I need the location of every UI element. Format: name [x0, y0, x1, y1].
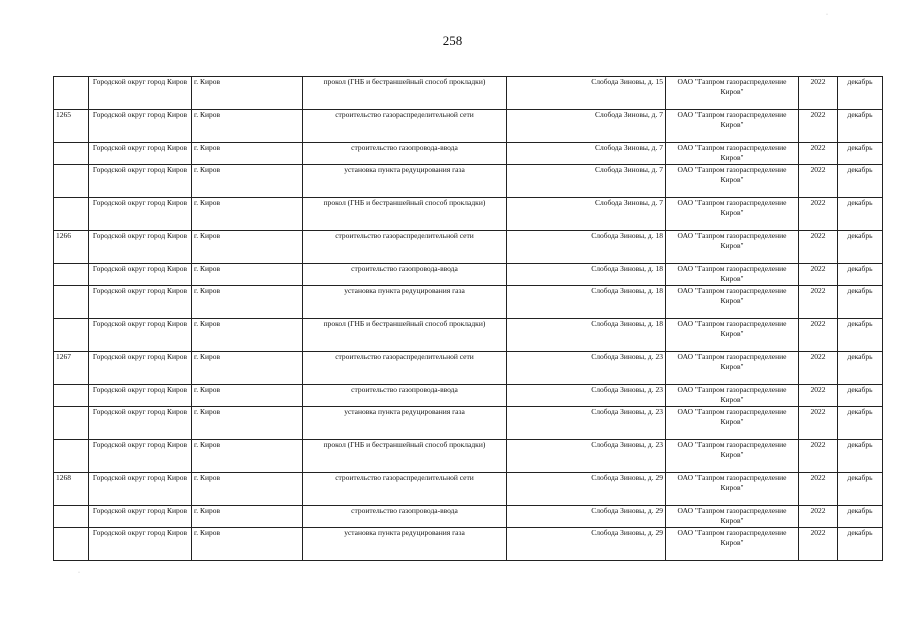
page-number: 258: [442, 33, 463, 48]
row-number: 1268: [54, 473, 89, 506]
table-row: [54, 231, 883, 264]
address-cell: Слобода Зиновы, д. 18: [507, 264, 666, 286]
municipality-cell: Городской округ город Киров: [89, 77, 192, 110]
locality-cell: г. Киров: [192, 198, 303, 231]
work-type-cell: строительство газораспределительной сети: [303, 110, 507, 143]
municipality-cell: Городской округ город Киров: [89, 198, 192, 231]
address-cell: Слобода Зиновы, д. 18: [507, 319, 666, 352]
year-cell: 2022: [799, 231, 838, 264]
row-number: [54, 506, 89, 528]
locality-cell: г. Киров: [192, 264, 303, 286]
table-row: [54, 352, 883, 385]
organization-cell: ОАО "Газпром газораспределение Киров": [666, 352, 799, 385]
organization-cell: ОАО "Газпром газораспределение Киров": [666, 165, 799, 198]
locality-cell: г. Киров: [192, 440, 303, 473]
table-row: [54, 385, 883, 407]
table-row: [54, 264, 883, 286]
table-row: [54, 165, 883, 198]
table-row: [54, 506, 883, 528]
work-type-cell: прокол (ГНБ и бестраншейный способ прокладки): [303, 319, 507, 352]
work-type-cell: строительство газораспределительной сети: [303, 473, 507, 506]
table-row: [54, 77, 883, 110]
work-type-cell: установка пункта редуцирования газа: [303, 407, 507, 440]
address-cell: Слобода Зиновы, д. 23: [507, 385, 666, 407]
organization-cell: ОАО "Газпром газораспределение Киров": [666, 506, 799, 528]
municipality-cell: Городской округ город Киров: [89, 352, 192, 385]
row-number: [54, 319, 89, 352]
works-table: [53, 76, 883, 561]
organization-cell: ОАО "Газпром газораспределение Киров": [666, 319, 799, 352]
organization-cell: ОАО "Газпром газораспределение Киров": [666, 110, 799, 143]
month-cell: декабрь: [838, 407, 883, 440]
municipality-cell: Городской округ город Киров: [89, 286, 192, 319]
locality-cell: г. Киров: [192, 165, 303, 198]
work-type-cell: строительство газопровода-ввода: [303, 385, 507, 407]
row-number: [54, 198, 89, 231]
organization-cell: ОАО "Газпром газораспределение Киров": [666, 473, 799, 506]
month-cell: декабрь: [838, 352, 883, 385]
address-cell: Слобода Зиновы, д. 29: [507, 473, 666, 506]
month-cell: декабрь: [838, 319, 883, 352]
month-cell: декабрь: [838, 110, 883, 143]
table-row: [54, 528, 883, 561]
organization-cell: ОАО "Газпром газораспределение Киров": [666, 286, 799, 319]
organization-cell: ОАО "Газпром газораспределение Киров": [666, 407, 799, 440]
table-row: [54, 286, 883, 319]
row-number: 1265: [54, 110, 89, 143]
month-cell: декабрь: [838, 264, 883, 286]
year-cell: 2022: [799, 143, 838, 165]
row-number: [54, 440, 89, 473]
municipality-cell: Городской округ город Киров: [89, 473, 192, 506]
work-type-cell: установка пункта редуцирования газа: [303, 165, 507, 198]
municipality-cell: Городской округ город Киров: [89, 528, 192, 561]
month-cell: декабрь: [838, 385, 883, 407]
year-cell: 2022: [799, 264, 838, 286]
locality-cell: г. Киров: [192, 528, 303, 561]
table-row: [54, 143, 883, 165]
year-cell: 2022: [799, 319, 838, 352]
locality-cell: г. Киров: [192, 143, 303, 165]
row-number: [54, 528, 89, 561]
year-cell: 2022: [799, 286, 838, 319]
address-cell: Слобода Зиновы, д. 18: [507, 231, 666, 264]
locality-cell: г. Киров: [192, 506, 303, 528]
work-type-cell: строительство газораспределительной сети: [303, 231, 507, 264]
organization-cell: ОАО "Газпром газораспределение Киров": [666, 198, 799, 231]
row-number: [54, 143, 89, 165]
municipality-cell: Городской округ город Киров: [89, 506, 192, 528]
locality-cell: г. Киров: [192, 473, 303, 506]
municipality-cell: Городской округ город Киров: [89, 385, 192, 407]
work-type-cell: строительство газопровода-ввода: [303, 143, 507, 165]
table-row: [54, 440, 883, 473]
month-cell: декабрь: [838, 528, 883, 561]
year-cell: 2022: [799, 77, 838, 110]
work-type-cell: установка пункта редуцирования газа: [303, 528, 507, 561]
municipality-cell: Городской округ город Киров: [89, 407, 192, 440]
municipality-cell: Городской округ город Киров: [89, 110, 192, 143]
table-row: [54, 198, 883, 231]
row-number: [54, 407, 89, 440]
row-number: [54, 264, 89, 286]
year-cell: 2022: [799, 352, 838, 385]
organization-cell: ОАО "Газпром газораспределение Киров": [666, 264, 799, 286]
address-cell: Слобода Зиновы, д. 23: [507, 352, 666, 385]
municipality-cell: Городской округ город Киров: [89, 440, 192, 473]
municipality-cell: Городской округ город Киров: [89, 143, 192, 165]
year-cell: 2022: [799, 385, 838, 407]
row-number: [54, 165, 89, 198]
address-cell: Слобода Зиновы, д. 7: [507, 110, 666, 143]
row-number: [54, 286, 89, 319]
work-type-cell: строительство газораспределительной сети: [303, 352, 507, 385]
year-cell: 2022: [799, 440, 838, 473]
locality-cell: г. Киров: [192, 77, 303, 110]
month-cell: декабрь: [838, 286, 883, 319]
organization-cell: ОАО "Газпром газораспределение Киров": [666, 77, 799, 110]
municipality-cell: Городской округ город Киров: [89, 319, 192, 352]
row-number: 1266: [54, 231, 89, 264]
locality-cell: г. Киров: [192, 319, 303, 352]
table-row: [54, 110, 883, 143]
month-cell: декабрь: [838, 198, 883, 231]
organization-cell: ОАО "Газпром газораспределение Киров": [666, 231, 799, 264]
address-cell: Слобода Зиновы, д. 7: [507, 143, 666, 165]
year-cell: 2022: [799, 407, 838, 440]
month-cell: декабрь: [838, 440, 883, 473]
address-cell: Слобода Зиновы, д. 29: [507, 506, 666, 528]
municipality-cell: Городской округ город Киров: [89, 231, 192, 264]
address-cell: Слобода Зиновы, д. 7: [507, 165, 666, 198]
organization-cell: ОАО "Газпром газораспределение Киров": [666, 440, 799, 473]
scan-speck: ·: [78, 570, 80, 576]
work-type-cell: строительство газопровода-ввода: [303, 264, 507, 286]
address-cell: Слобода Зиновы, д. 29: [507, 528, 666, 561]
locality-cell: г. Киров: [192, 110, 303, 143]
municipality-cell: Городской округ город Киров: [89, 264, 192, 286]
month-cell: декабрь: [838, 231, 883, 264]
year-cell: 2022: [799, 473, 838, 506]
month-cell: декабрь: [838, 506, 883, 528]
row-number: [54, 77, 89, 110]
month-cell: декабрь: [838, 473, 883, 506]
work-type-cell: прокол (ГНБ и бестраншейный способ прокладки): [303, 198, 507, 231]
address-cell: Слобода Зиновы, д. 23: [507, 407, 666, 440]
table-row: [54, 319, 883, 352]
year-cell: 2022: [799, 110, 838, 143]
work-type-cell: прокол (ГНБ и бестраншейный способ прокладки): [303, 440, 507, 473]
year-cell: 2022: [799, 165, 838, 198]
locality-cell: г. Киров: [192, 407, 303, 440]
month-cell: декабрь: [838, 143, 883, 165]
locality-cell: г. Киров: [192, 352, 303, 385]
row-number: [54, 385, 89, 407]
scan-speck: ·: [826, 12, 828, 18]
table-row: [54, 473, 883, 506]
organization-cell: ОАО "Газпром газораспределение Киров": [666, 385, 799, 407]
work-type-cell: установка пункта редуцирования газа: [303, 286, 507, 319]
locality-cell: г. Киров: [192, 385, 303, 407]
organization-cell: ОАО "Газпром газораспределение Киров": [666, 528, 799, 561]
organization-cell: ОАО "Газпром газораспределение Киров": [666, 143, 799, 165]
work-type-cell: прокол (ГНБ и бестраншейный способ прокладки): [303, 77, 507, 110]
row-number: 1267: [54, 352, 89, 385]
month-cell: декабрь: [838, 165, 883, 198]
month-cell: декабрь: [838, 77, 883, 110]
work-type-cell: строительство газопровода-ввода: [303, 506, 507, 528]
address-cell: Слобода Зиновы, д. 18: [507, 286, 666, 319]
address-cell: Слобода Зиновы, д. 7: [507, 198, 666, 231]
year-cell: 2022: [799, 528, 838, 561]
address-cell: Слобода Зиновы, д. 15: [507, 77, 666, 110]
address-cell: Слобода Зиновы, д. 23: [507, 440, 666, 473]
municipality-cell: Городской округ город Киров: [89, 165, 192, 198]
table-row: [54, 407, 883, 440]
locality-cell: г. Киров: [192, 286, 303, 319]
year-cell: 2022: [799, 198, 838, 231]
year-cell: 2022: [799, 506, 838, 528]
table-body: [54, 77, 883, 561]
locality-cell: г. Киров: [192, 231, 303, 264]
